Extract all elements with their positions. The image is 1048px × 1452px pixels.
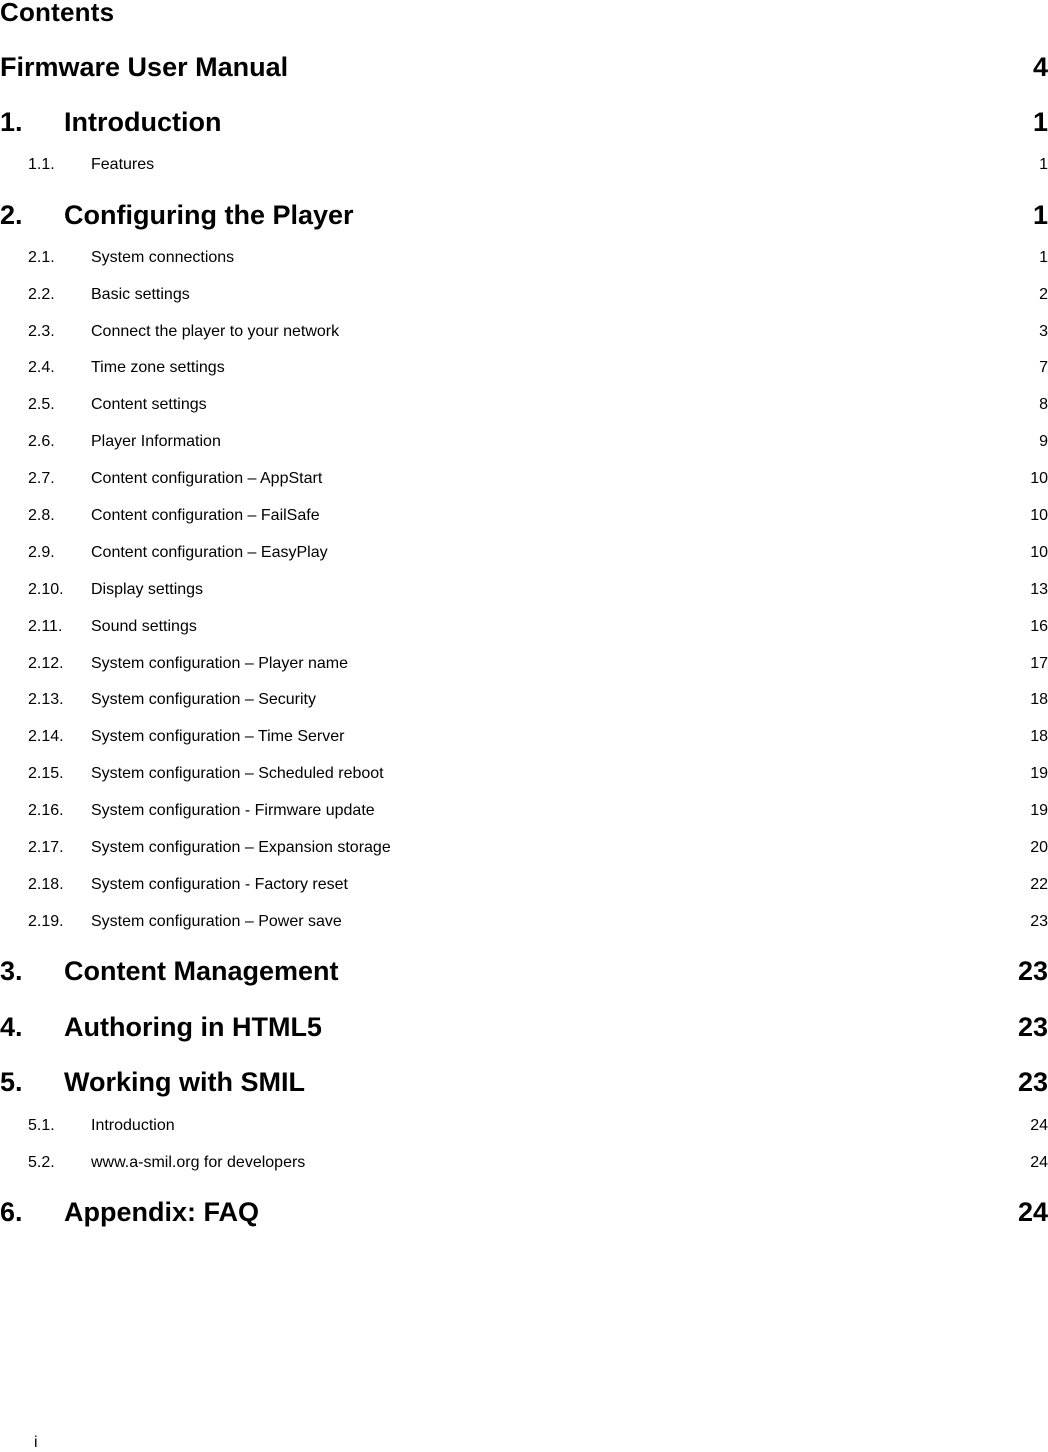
toc-section-title: Connect the player to your network xyxy=(91,323,340,340)
toc-section-page: 24 xyxy=(1030,1154,1048,1171)
toc-section-2-7[interactable] xyxy=(0,468,1048,490)
toc-chapter-number: 2. xyxy=(0,199,23,230)
toc-section-title: System configuration – Player name xyxy=(91,655,349,672)
toc-chapter-number: 3. xyxy=(0,955,23,986)
toc-section-page: 10 xyxy=(1030,544,1048,561)
toc-section-number: 2.1. xyxy=(28,249,55,266)
toc-section-title: Introduction xyxy=(91,1117,175,1134)
toc-section-page: 8 xyxy=(1039,396,1048,413)
toc-section-number: 2.4. xyxy=(28,359,55,376)
toc-section-title: System configuration – Scheduled reboot xyxy=(91,765,384,782)
toc-section-title: Content configuration – FailSafe xyxy=(91,507,320,524)
toc-section-title: Content settings xyxy=(91,396,207,413)
toc-section-2-15[interactable] xyxy=(0,763,1048,785)
toc-section-2-17[interactable] xyxy=(0,837,1048,859)
toc-section-2-16[interactable] xyxy=(0,800,1048,822)
toc-chapter-page: 23 xyxy=(1017,1011,1048,1042)
toc-section-2-1[interactable] xyxy=(0,247,1048,269)
toc-chapter-title: Authoring in HTML5 xyxy=(64,1011,322,1042)
toc-section-page: 1 xyxy=(1039,156,1048,173)
toc-section-2-5[interactable] xyxy=(0,394,1048,416)
toc-section-title: Sound settings xyxy=(91,618,197,635)
toc-entry-title: Firmware User Manual xyxy=(0,51,289,82)
toc-chapter-page: 24 xyxy=(1017,1196,1048,1227)
toc-section-number: 2.11. xyxy=(28,618,63,635)
toc-section-title: www.a-smil.org for developers xyxy=(91,1154,306,1171)
toc-chapter-number: 4. xyxy=(0,1011,23,1042)
toc-section-2-8[interactable] xyxy=(0,505,1048,527)
toc-chapter-4[interactable] xyxy=(0,1010,1048,1044)
toc-section-number: 2.8. xyxy=(28,507,55,524)
toc-section-number: 2.6. xyxy=(28,433,55,450)
toc-section-2-14[interactable] xyxy=(0,726,1048,748)
toc-section-page: 17 xyxy=(1030,655,1048,672)
toc-section-2-19[interactable] xyxy=(0,911,1048,933)
toc-chapter-6[interactable] xyxy=(0,1195,1048,1229)
toc-section-2-12[interactable] xyxy=(0,653,1048,675)
toc-chapter-5[interactable] xyxy=(0,1065,1048,1099)
toc-chapter-title: Introduction xyxy=(64,106,222,137)
toc-section-2-6[interactable] xyxy=(0,431,1048,453)
toc-section-page: 18 xyxy=(1030,691,1048,708)
toc-chapter-title: Content Management xyxy=(64,955,339,986)
toc-section-page: 16 xyxy=(1030,618,1048,635)
toc-chapter-page: 23 xyxy=(1017,955,1048,986)
toc-heading: Contents xyxy=(0,0,115,27)
toc-section-title: Basic settings xyxy=(91,286,190,303)
toc-section-number: 2.19. xyxy=(28,913,64,930)
toc-section-title: System configuration – Security xyxy=(91,691,316,708)
toc-section-number: 2.12. xyxy=(28,655,64,672)
toc-section-number: 5.2. xyxy=(28,1154,55,1171)
toc-section-number: 2.9. xyxy=(28,544,55,561)
toc-section-2-13[interactable] xyxy=(0,689,1048,711)
toc-section-title: System configuration – Power save xyxy=(91,913,342,930)
toc-chapter-number: 5. xyxy=(0,1066,23,1097)
toc-section-number: 2.10. xyxy=(28,581,64,598)
toc-section-title: System connections xyxy=(91,249,235,266)
toc-section-page: 9 xyxy=(1039,433,1048,450)
toc-chapter-number: 1. xyxy=(0,106,23,137)
toc-section-2-2[interactable] xyxy=(0,284,1048,306)
toc-section-number: 1.1. xyxy=(28,156,55,173)
toc-section-number: 2.15. xyxy=(28,765,64,782)
toc-section-title: Display settings xyxy=(91,581,204,598)
toc-section-page: 23 xyxy=(1030,913,1048,930)
toc-section-number: 2.14. xyxy=(28,728,64,745)
toc-section-2-18[interactable] xyxy=(0,874,1048,896)
toc-section-2-10[interactable] xyxy=(0,579,1048,601)
toc-section-number: 2.2. xyxy=(28,286,55,303)
toc-entry-doc-title[interactable] xyxy=(0,50,1048,84)
toc-section-number: 2.3. xyxy=(28,323,55,340)
toc-section-1-1[interactable] xyxy=(0,154,1048,176)
toc-section-page: 10 xyxy=(1030,470,1048,487)
toc-section-title: Player Information xyxy=(91,433,221,450)
toc-chapter-page: 1 xyxy=(1032,199,1048,230)
toc-section-title: Time zone settings xyxy=(91,359,225,376)
toc-entry-page: 4 xyxy=(1032,51,1048,82)
toc-section-title: System configuration - Firmware update xyxy=(91,802,375,819)
toc-section-number: 2.5. xyxy=(28,396,55,413)
toc-section-title: System configuration - Factory reset xyxy=(91,876,348,893)
toc-chapter-page: 23 xyxy=(1017,1066,1048,1097)
toc-section-number: 2.7. xyxy=(28,470,55,487)
toc-section-2-3[interactable] xyxy=(0,321,1048,343)
toc-section-2-4[interactable] xyxy=(0,357,1048,379)
toc-section-page: 24 xyxy=(1030,1117,1048,1134)
toc-section-5-1[interactable] xyxy=(0,1115,1048,1137)
toc-section-page: 13 xyxy=(1030,581,1048,598)
toc-section-title: System configuration – Expansion storage xyxy=(91,839,391,856)
toc-chapter-3[interactable] xyxy=(0,954,1048,988)
toc-section-title: Content configuration – EasyPlay xyxy=(91,544,328,561)
toc-section-page: 20 xyxy=(1030,839,1048,856)
toc-section-title: System configuration – Time Server xyxy=(91,728,345,745)
toc-section-number: 2.18. xyxy=(28,876,64,893)
toc-section-page: 7 xyxy=(1039,359,1048,376)
toc-section-page: 10 xyxy=(1030,507,1048,524)
toc-chapter-title: Working with SMIL xyxy=(64,1066,305,1097)
toc-section-page: 18 xyxy=(1030,728,1048,745)
toc-section-page: 19 xyxy=(1030,802,1048,819)
toc-section-number: 2.16. xyxy=(28,802,64,819)
toc-section-page: 19 xyxy=(1030,765,1048,782)
toc-section-2-11[interactable] xyxy=(0,616,1048,638)
toc-section-title: Content configuration – AppStart xyxy=(91,470,323,487)
toc-section-page: 2 xyxy=(1039,286,1048,303)
toc-section-number: 2.17. xyxy=(28,839,64,856)
toc-section-2-9[interactable] xyxy=(0,542,1048,564)
footer-page-number: i xyxy=(34,1434,38,1451)
toc-chapter-title: Appendix: FAQ xyxy=(64,1196,259,1227)
toc-chapter-2[interactable] xyxy=(0,198,1048,232)
toc-section-page: 1 xyxy=(1039,249,1048,266)
toc-section-number: 5.1. xyxy=(28,1117,55,1134)
toc-chapter-1[interactable] xyxy=(0,105,1048,139)
toc-section-number: 2.13. xyxy=(28,691,64,708)
toc-section-5-2[interactable] xyxy=(0,1152,1048,1174)
toc-chapter-title: Configuring the Player xyxy=(64,199,354,230)
toc-section-title: Features xyxy=(91,156,155,173)
toc-section-page: 3 xyxy=(1039,323,1048,340)
toc-chapter-page: 1 xyxy=(1032,106,1048,137)
toc-chapter-number: 6. xyxy=(0,1196,23,1227)
toc-section-page: 22 xyxy=(1030,876,1048,893)
